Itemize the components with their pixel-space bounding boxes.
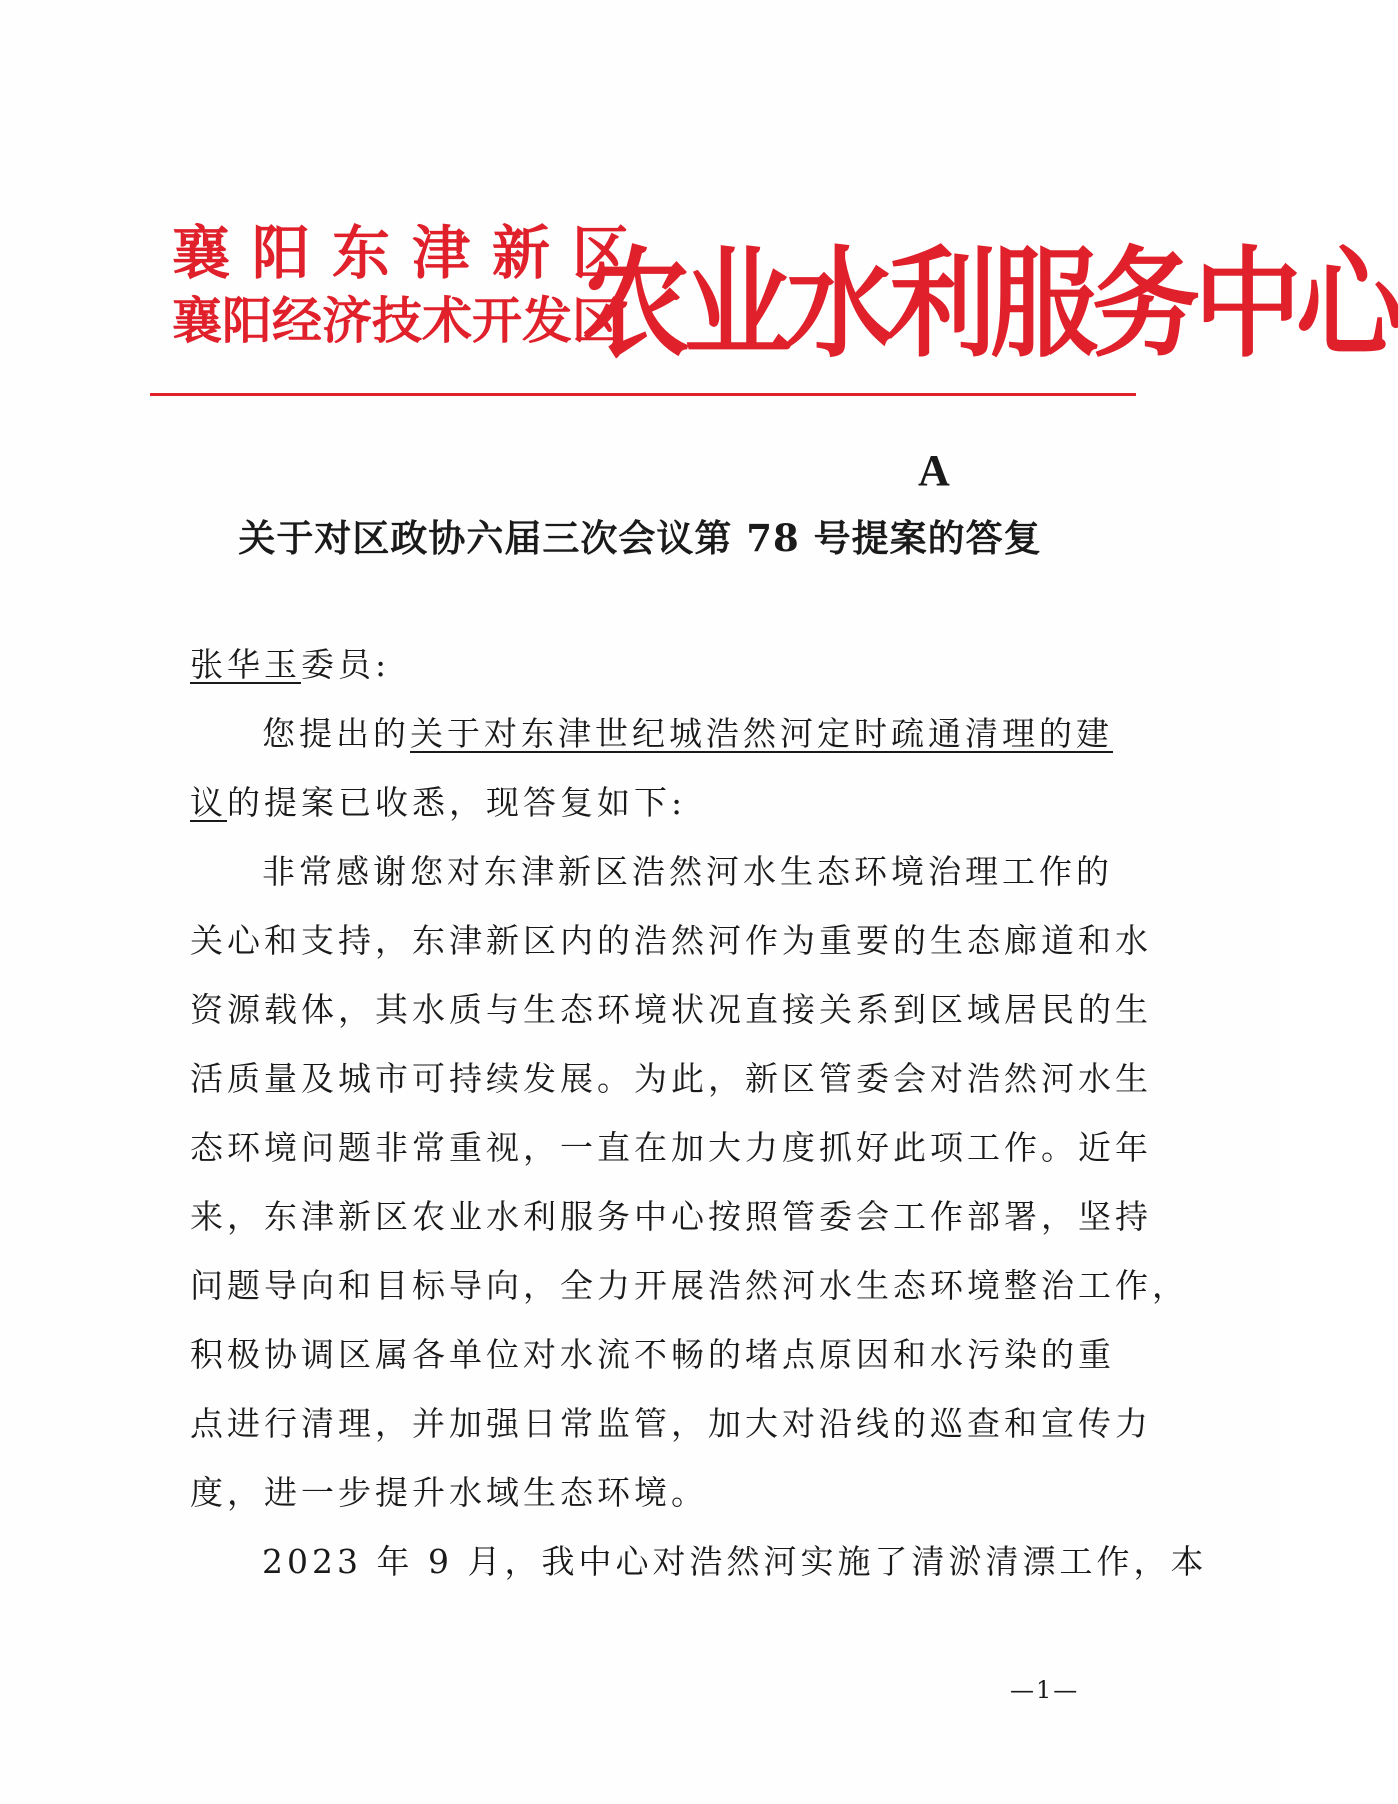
- para1-prefix: 您提出的: [262, 714, 410, 753]
- letterhead-red-rule: [150, 393, 1136, 396]
- para2-line: 非常感谢您对东津新区浩然河水生态环境治理工作的: [262, 852, 1113, 891]
- para1-line-2: [190, 768, 1100, 837]
- page-number: —1—: [1010, 1676, 1080, 1704]
- para2-line: 关心和支持，东津新区内的浩然河作为重要的生态廊道和水: [190, 921, 1152, 960]
- letterhead: [150, 205, 1398, 395]
- salutation-name: 张华玉: [190, 645, 301, 684]
- document-title: 关于对区政协六届三次会议第 78 号提案的答复: [238, 516, 1042, 560]
- salutation-suffix: 委员:: [301, 645, 391, 684]
- para1-suffix: 的提案已收悉，现答复如下:: [227, 783, 687, 822]
- salutation: [190, 630, 1100, 699]
- proposal-title-part-2: 议: [190, 783, 227, 822]
- para2-line: 问题导向和目标导向，全力开展浩然河水生态环境整治工作，: [190, 1266, 1189, 1305]
- letterhead-line-1: 襄阳东津新区: [172, 219, 653, 287]
- para2-line: 资源载体，其水质与生态环境状况直接关系到区域居民的生: [190, 990, 1152, 1029]
- para2-line: 度，进一步提升水域生态环境。: [190, 1473, 708, 1512]
- para3-line: 2023 年 9 月，我中心对浩然河实施了清淤清漂工作，本: [262, 1542, 1208, 1581]
- document-body: [190, 630, 1208, 1596]
- letterhead-line-2: 襄阳经济技术开发区: [172, 292, 622, 350]
- letterhead-organization: 农业水利服务中心: [582, 236, 1398, 374]
- para1-line-1: [190, 699, 1113, 768]
- para2-line: 积极协调区属各单位对水流不畅的堵点原因和水污染的重: [190, 1335, 1115, 1374]
- para2-line: 点进行清理，并加强日常监管，加大对沿线的巡查和宣传力: [190, 1404, 1152, 1443]
- letterhead-issuer-names: [172, 219, 653, 355]
- proposal-title-part-1: 关于对东津世纪城浩然河定时疏通清理的建: [410, 714, 1113, 753]
- para2-line: 态环境问题非常重视，一直在加大力度抓好此项工作。近年: [190, 1128, 1152, 1167]
- para2-line: 活质量及城市可持续发展。为此，新区管委会对浩然河水生: [190, 1059, 1152, 1098]
- grade-mark: A: [918, 446, 950, 495]
- para2-line: 来，东津新区农业水利服务中心按照管委会工作部署，坚持: [190, 1197, 1152, 1236]
